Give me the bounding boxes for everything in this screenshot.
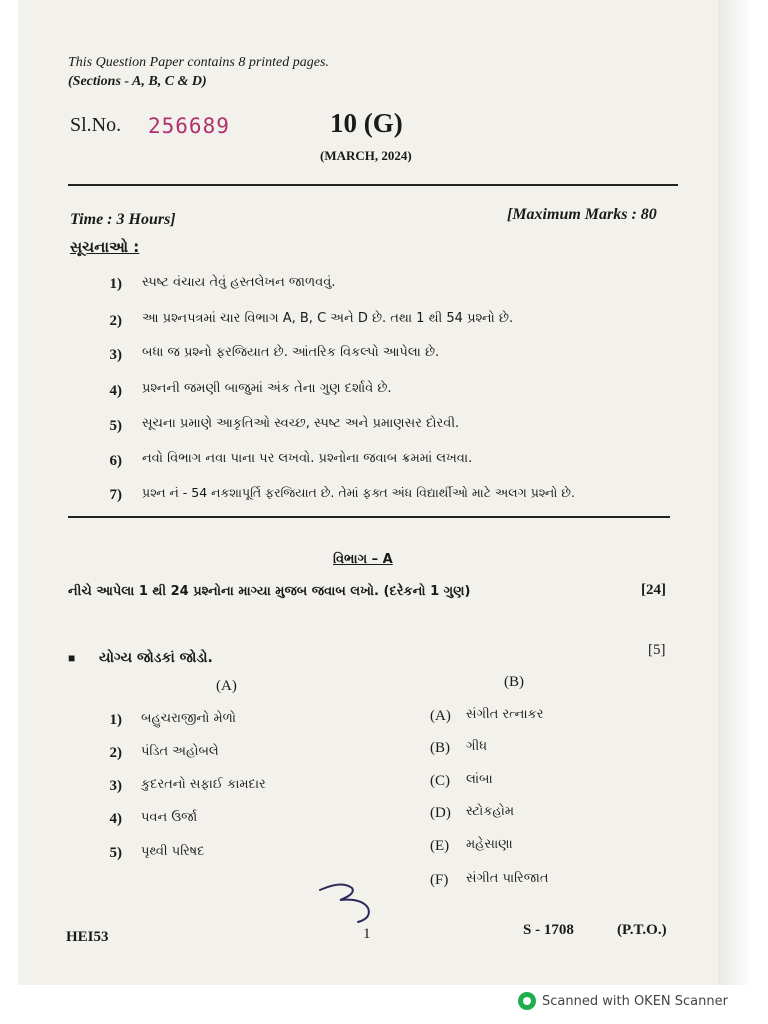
paper-footer-code: HEI53 (66, 929, 109, 945)
instruction-number: 5) (109, 418, 122, 434)
match-marks: [5] (648, 642, 666, 658)
section-marks: [24] (641, 582, 666, 598)
instruction-text: આ પ્રશ્નપત્રમાં ચાર વિભાગ A, B, C અને D છે. તથા 1 થી 54 પ્રશ્નો છે. (142, 311, 514, 326)
column-a-header: (A) (216, 678, 237, 694)
instruction-text: સૂચના પ્રમાણે આકૃતિઓ સ્વચ્છ, સ્પષ્ટ અને પ્રમાણસર દોરવી. (142, 416, 460, 431)
question-bullet: ■ (68, 651, 76, 665)
series-code: S - 1708 (523, 922, 574, 938)
instruction-number: 1) (109, 276, 122, 292)
section-instruction: નીચે આપેલા 1 થી 24 પ્રશ્નોના માગ્યા મુજબ જવાબ લખો. (દરેકનો 1 ગુણ) (68, 584, 471, 599)
serial-number: 256689 (148, 114, 230, 138)
match-question-title: યોગ્ય જોડકાં જોડો. (99, 650, 213, 666)
match-item-b: મહેસાણા (466, 837, 513, 852)
match-item-b: સ્ટોકહોમ (466, 804, 515, 819)
pto-label: (P.T.O.) (617, 922, 667, 938)
section-title: વિભાગ – A (333, 552, 393, 567)
scanner-logo-icon (518, 992, 536, 1010)
match-item-letter: (E) (430, 838, 450, 854)
sl-label: Sl.No. (70, 114, 122, 136)
match-item-letter: (C) (430, 773, 450, 789)
match-item-number: 5) (109, 845, 122, 861)
match-item-letter: (B) (430, 740, 450, 756)
match-item-letter: (D) (430, 805, 451, 821)
paper-edge-shadow (718, 0, 748, 985)
instruction-number: 7) (109, 487, 122, 503)
instruction-text: બધા જ પ્રશ્નો ફરજિયાત છે. આંતરિક વિકલ્પો આપેલા છે. (142, 345, 440, 360)
match-item-b: લાંબા (466, 772, 493, 787)
scanner-watermark-text: Scanned with OKEN Scanner (542, 993, 728, 1009)
pages-note: This Question Paper contains 8 printed pages. (68, 55, 329, 70)
match-item-b: સંગીત રત્નાકર (466, 707, 544, 722)
match-item-a: પંડિત અહોબલે (141, 744, 219, 759)
match-item-a: કુદરતનો સફાઈ કામદાર (141, 777, 266, 792)
match-item-letter: (A) (430, 708, 451, 724)
match-item-b: ગીધ (466, 739, 488, 754)
match-item-number: 3) (109, 778, 122, 794)
scanner-watermark (518, 990, 728, 1012)
match-item-number: 2) (109, 745, 122, 761)
instruction-number: 3) (109, 347, 122, 363)
sections-note: (Sections - A, B, C & D) (68, 74, 207, 89)
instruction-text: પ્રશ્ન નં - 54 નકશાપૂર્તિ ફરજિયાત છે. તેમાં ફક્ત અંધ વિદ્યાર્થીઓ માટે અલગ પ્રશ્નો છે. (142, 485, 575, 500)
maximum-marks: [Maximum Marks : 80 (507, 206, 657, 223)
match-item-a: બહુચરાજીનો મેળો (141, 711, 237, 726)
instruction-text: સ્પષ્ટ વંચાય તેવું હસ્તલેખન જાળવવું. (142, 275, 336, 290)
instructions-divider (68, 516, 670, 518)
match-item-a: પવન ઉર્જા (141, 810, 198, 825)
match-item-a: પૃથ્વી પરિષદ (141, 844, 205, 859)
instruction-text: પ્રશ્નની જમણી બાજુમાં અંક તેના ગુણ દર્શાવે છે. (142, 381, 392, 396)
time-allowed: Time : 3 Hours] (70, 211, 176, 228)
match-item-number: 4) (109, 811, 122, 827)
header-divider (68, 184, 678, 186)
instruction-number: 4) (109, 383, 122, 399)
match-item-letter: (F) (430, 872, 449, 888)
instruction-text: નવો વિભાગ નવા પાના પર લખવો. પ્રશ્નોના જવાબ ક્રમમાં લખવા. (142, 451, 473, 466)
paper-code: 10 (G) (330, 108, 403, 138)
page-number: 1 (363, 926, 371, 942)
handwritten-mark-icon (312, 878, 382, 926)
match-item-b: સંગીત પારિજાત (466, 871, 549, 886)
instructions-heading: સૂચનાઓ : (70, 238, 140, 256)
instruction-number: 2) (109, 313, 122, 329)
instruction-number: 6) (109, 453, 122, 469)
column-b-header: (B) (504, 674, 524, 690)
match-item-number: 1) (109, 712, 122, 728)
exam-date: (MARCH, 2024) (320, 148, 412, 163)
